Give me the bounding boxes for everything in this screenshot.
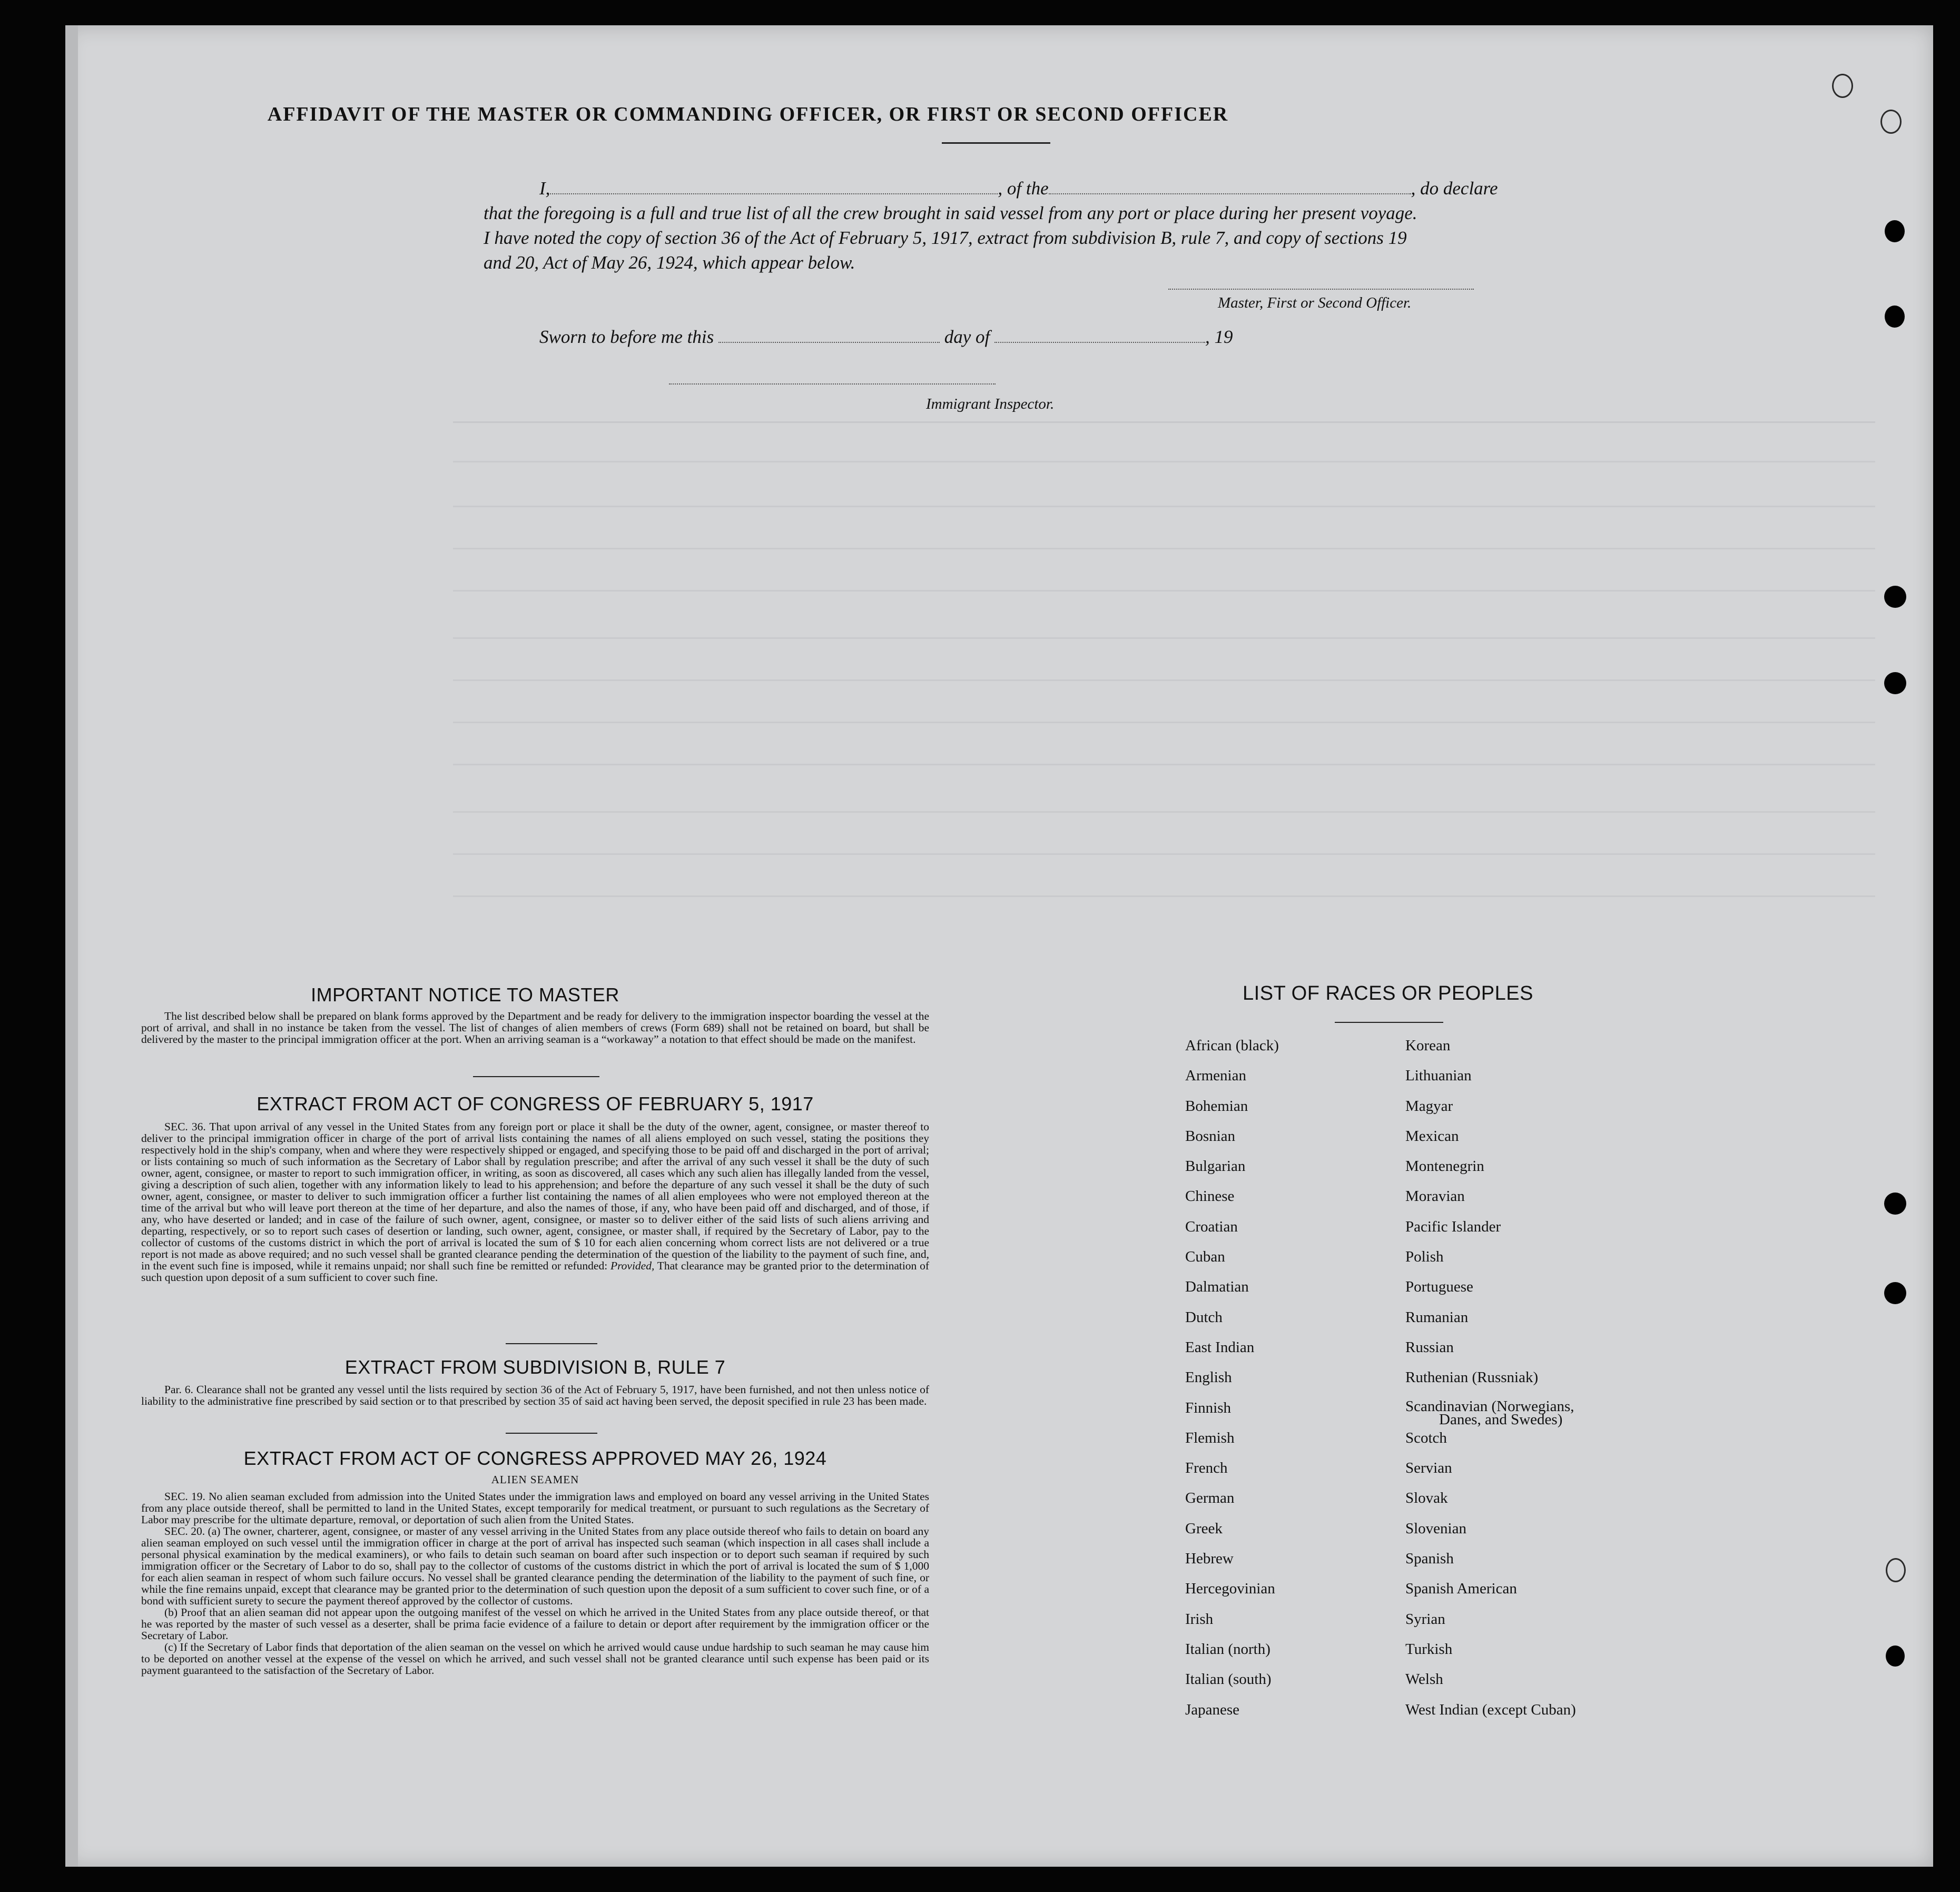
section-divider: [473, 1076, 599, 1077]
race-item: Rumanian: [1405, 1308, 1469, 1326]
race-item: Flemish: [1185, 1429, 1235, 1446]
race-item: [1405, 1397, 1679, 1430]
punch-hole-icon: [1880, 110, 1902, 134]
race-item: Greek: [1185, 1520, 1223, 1537]
race-item-continuation: Danes, and Swedes): [1439, 1411, 1563, 1428]
race-item: West Indian (except Cuban): [1405, 1701, 1576, 1718]
proviso-rest: That clearance may be granted prior to the determination of such question upon deposit of a sum sufficient to cover such fine.: [141, 1259, 929, 1284]
race-item: Spanish: [1405, 1550, 1454, 1568]
race-item: Ruthenian (Russniak): [1405, 1369, 1539, 1386]
sworn-statement: [539, 324, 1233, 349]
sec20c-paragraph: (c) If the Secretary of Labor finds that deportation of the alien seaman on the vessel on which he arrived would cause undue hardship to such seaman he may cause him to be deported on another vessel at the expense of the vessel on which he arrived, and such vessel shall not be granted clearance until such expense has been paid or its payment guaranteed to the satisfaction of the Secretary of Labor.: [141, 1641, 929, 1677]
sec20b-paragraph: (b) Proof that an alien seaman did not appear upon the outgoing manifest of the vessel on which he arrived in the United States from any place outside thereof, or that he was reported by the master of such vessel as a deserter, shall be prima facie evidence of a failure to detain or deport after requirement by the immigration officer or the Secretary of Labor.: [141, 1606, 929, 1642]
race-item: Chinese: [1185, 1188, 1235, 1205]
race-item-text: Scandinavian (Norwegians,: [1405, 1397, 1574, 1415]
race-item: Italian (south): [1185, 1671, 1272, 1688]
race-item: Portuguese: [1405, 1278, 1473, 1296]
proviso-word: Provided,: [610, 1259, 655, 1272]
race-item: East Indian: [1185, 1338, 1255, 1356]
affidavit-line3: I have noted the copy of section 36 of the Act of February 5, 1917, extract from subdivision B, rule 7, and copy of sections 19: [484, 228, 1407, 248]
sworn-day-field[interactable]: [718, 342, 940, 343]
race-item: French: [1185, 1460, 1228, 1477]
punch-hole-icon: [1884, 1282, 1906, 1304]
race-item: Slovenian: [1405, 1520, 1466, 1537]
sec20a-paragraph: SEC. 20. (a) The owner, charterer, agent, consignee, or master of any vessel arriving in the United States from any place outside thereof who fails to detain on board any alien seaman employed on such vessel until the immigration officer in charge at the port of arrival has inspected such seaman (which inspection in all cases shall include a personal physical examination by the medical examiners), or who fails to detain such seaman on board after such inspection or to deport such seaman if required by such immigration officer or the Secretary of Labor to do so, shall pay to the collector of customs of the customs district in which the port of arrival is located the sum of $ 1,000 for each alien seaman in respect of whom such failure occurs. No vessel shall be granted clearance pending the determination of the liability to the payment of such fine, or while the fine remains unpaid, except that clearance may be granted prior to the determination of such question upon the deposit of a sum sufficient to cover such fine, or of a bond with sufficient surety to secure the payment thereof approved by the collector of customs.: [141, 1525, 929, 1607]
inspector-signature-caption: Immigrant Inspector.: [926, 396, 1055, 412]
alien-seamen-subtitle: ALIEN SEAMEN: [491, 1473, 579, 1486]
affidavit-statement: [484, 176, 1512, 275]
race-item: Cuban: [1185, 1248, 1225, 1266]
affidavit-line4: and 20, Act of May 26, 1924, which appear below.: [484, 252, 855, 273]
race-item: Welsh: [1405, 1671, 1443, 1688]
sworn-month-field[interactable]: [994, 342, 1205, 343]
race-item: Pacific Islander: [1405, 1218, 1501, 1235]
affidavit-title: AFFIDAVIT OF THE MASTER OR COMMANDING OFFICER, OR FIRST OR SECOND OFFICER: [267, 103, 1229, 125]
race-item: Korean: [1405, 1037, 1451, 1054]
sworn-day-of: day of: [944, 327, 990, 347]
section-divider: [506, 1343, 597, 1344]
inspector-signature-line[interactable]: [669, 383, 996, 385]
punch-hole-icon: [1886, 1645, 1905, 1667]
race-item: Bosnian: [1185, 1127, 1236, 1145]
race-item: Scotch: [1405, 1429, 1447, 1446]
race-item: Syrian: [1405, 1610, 1445, 1628]
section-divider: [506, 1433, 597, 1434]
master-signature-caption: Master, First or Second Officer.: [1218, 294, 1412, 311]
races-title-underline: [1335, 1022, 1443, 1023]
race-item: Slovak: [1405, 1490, 1448, 1507]
extract-1917-text: [141, 1121, 929, 1283]
sec36-body: SEC. 36. That upon arrival of any vessel in the United States from any foreign port or place it shall be the duty of the owner, agent, consignee, or master thereof to deliver to the principal immigration officer in charge of the port of arrival lists containing the names of all aliens employed on such vessel, stating the positions they respectively hold in the ship's company, when and where they were respectively shipped or engaged, and specifying those to be paid off and discharged in the port of arrival; or lists containing so much of such information as the Secretary of Labor shall by regulation prescribe; and after the arrival of any such vessel it shall be the duty of such owner, agent, consignee, or master to report to such immigration officer, in writing, as soon as discovered, all cases which any such alien has illegally landed from the vessel, giving a description of such alien, together with any information likely to lead to his apprehension; and before the departure of any such vessel it shall be the duty of such owner, agent, consignee, or master to deliver to such immigration officer a further list containing the names of all alien employees who were not employed thereon at the time of the arrival but who will leave port thereon at the time of her departure, and also the names of those, if any, who have been paid off and discharged, and of those, if any, who have deserted or landed; and in case of the failure of such owner, agent, consignee, or master so to deliver either of the said lists of such aliens arriving and departing, respectively, or so to report such cases of desertion or landing, such owner, agent, consignee, or master shall, if required by the Secretary of Labor, pay to the collector of customs of the customs district in which the port of arrival is located the sum of $ 10 for each alien concerning whom correct lists are not delivered or a true report is not made as above required; and no such vessel shall be granted clearance pending the determination of the question of the liability to the payment of such fine, and, in the event such fine is imposed, while it remains unpaid; nor shall such fine be remitted or refunded:: [141, 1120, 929, 1272]
affidavit-i: I,: [539, 178, 550, 199]
affidavit-of-the: , of the: [998, 178, 1049, 199]
sec19-paragraph: SEC. 19. No alien seaman excluded from admission into the United States under the immigration laws and employed on board any vessel arriving in the United States from any place outside thereof, shall be permitted to land in the United States, except temporarily for medical treatment, or pursuant to such regulations as the Secretary of Labor may prescribe for the ultimate departure, removal, or deportation of such alien from the United States.: [141, 1490, 929, 1526]
races-title: LIST OF RACES OR PEOPLES: [1243, 982, 1533, 1004]
race-item: Turkish: [1405, 1640, 1453, 1658]
sworn-year-prefix: , 19: [1205, 327, 1233, 347]
race-item: German: [1185, 1490, 1235, 1507]
rule7-title: EXTRACT FROM SUBDIVISION B, RULE 7: [344, 1356, 726, 1378]
extract-1924-text: [141, 1491, 929, 1676]
rule7-paragraph: Par. 6. Clearance shall not be granted any vessel until the lists required by section 36 of the Act of February 5, 1917, have been furnished, and not then unless notice of liability to the administrative fine prescribed by said section or to that prescribed by section 35 of said act having been served, the deposit specified in rule 23 has been made.: [141, 1383, 929, 1407]
punch-hole-icon: [1884, 672, 1906, 694]
page-edge: [65, 25, 78, 1867]
race-item: Lithuanian: [1405, 1067, 1472, 1085]
races-column-2: [1405, 1038, 1679, 1732]
punch-hole-icon: [1884, 586, 1906, 608]
race-item: English: [1185, 1369, 1232, 1386]
race-item: Bulgarian: [1185, 1158, 1246, 1175]
races-column-1: [1185, 1038, 1417, 1732]
race-item: Dalmatian: [1185, 1278, 1249, 1296]
race-item: Magyar: [1405, 1097, 1453, 1115]
race-item: Mexican: [1405, 1127, 1459, 1145]
race-item: African (black): [1185, 1037, 1279, 1054]
punch-hole-icon: [1884, 1193, 1906, 1215]
race-item: Hercegovinian: [1185, 1580, 1275, 1598]
race-item: Russian: [1405, 1338, 1454, 1356]
race-item: Finnish: [1185, 1399, 1232, 1416]
extract-1924-title: EXTRACT FROM ACT OF CONGRESS APPROVED MAY 26, 1924: [243, 1447, 827, 1469]
master-signature-line[interactable]: [1168, 289, 1474, 290]
race-item: Montenegrin: [1405, 1158, 1484, 1175]
race-item: Italian (north): [1185, 1640, 1270, 1658]
affidavit-declare: , do declare: [1411, 178, 1498, 199]
punch-hole-icon: [1885, 220, 1905, 242]
extract-1917-title: EXTRACT FROM ACT OF CONGRESS OF FEBRUARY 5, 1917: [257, 1093, 814, 1115]
punch-hole-icon: [1886, 1558, 1906, 1582]
sworn-text: Sworn to before me this: [539, 327, 714, 347]
race-item: Irish: [1185, 1610, 1214, 1628]
race-item: Japanese: [1185, 1701, 1240, 1718]
race-item: Croatian: [1185, 1218, 1238, 1235]
race-item: Bohemian: [1185, 1097, 1248, 1115]
punch-hole-icon: [1885, 306, 1905, 328]
race-item: Servian: [1405, 1460, 1452, 1477]
notice-title: IMPORTANT NOTICE TO MASTER: [311, 984, 619, 1006]
punch-hole-icon: [1832, 74, 1853, 98]
race-item: Spanish American: [1405, 1580, 1517, 1598]
race-item: Polish: [1405, 1248, 1444, 1266]
affidavit-line2: that the foregoing is a full and true list of all the crew brought in said vessel from any port or place during her present voyage.: [484, 203, 1417, 223]
notice-paragraph: The list described below shall be prepared on blank forms approved by the Department and be ready for delivery to the immigration inspector boarding the vessel at the port of arrival, and shall in no instance be taken from the vessel. The list of changes of alien members of crews (Form 689) shall not be retained on board, but shall be delivered by the master to the principal immigration officer at the port. When an arriving seaman is a “workaway” a notation to that effect should be made on the manifest.: [141, 1010, 929, 1046]
race-item: Hebrew: [1185, 1550, 1234, 1568]
race-item: Armenian: [1185, 1067, 1246, 1085]
race-item: Moravian: [1405, 1188, 1465, 1205]
declarant-name-field[interactable]: [550, 193, 998, 194]
notice-text: [141, 1010, 929, 1045]
vessel-name-field[interactable]: [1049, 193, 1411, 194]
rule7-text: [141, 1384, 929, 1407]
race-item: Dutch: [1185, 1308, 1223, 1326]
title-underline: [942, 142, 1050, 144]
